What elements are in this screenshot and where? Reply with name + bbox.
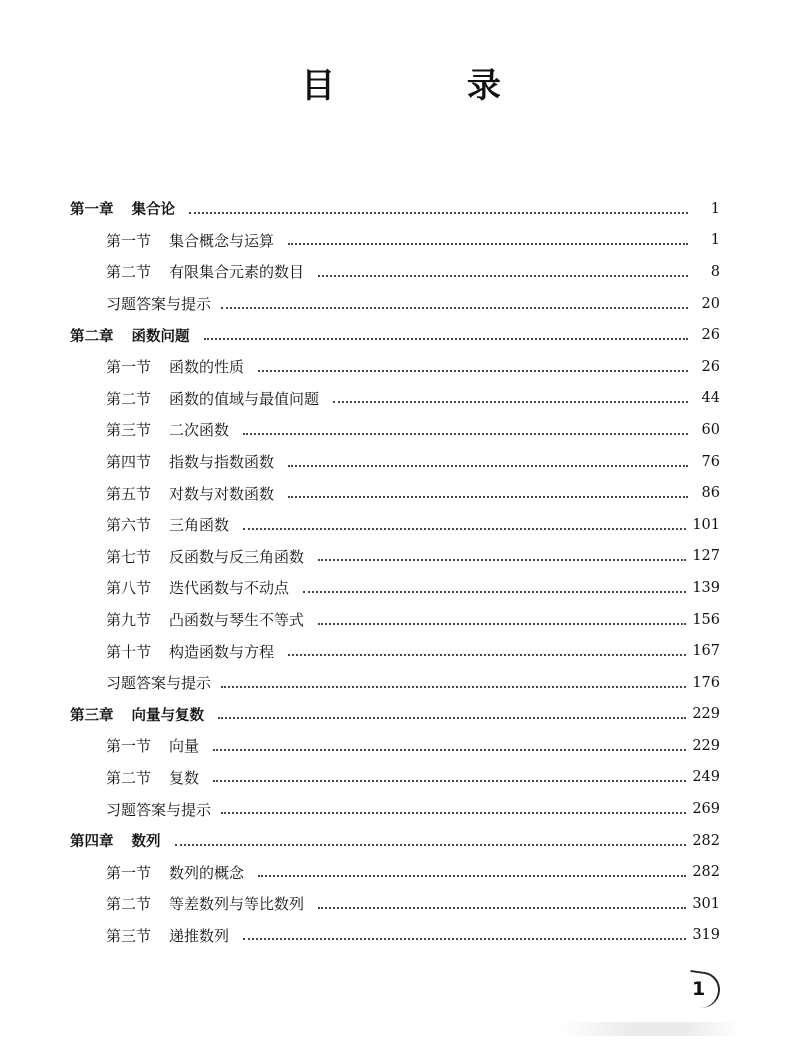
toc-entry-answer bbox=[70, 288, 720, 320]
dot-leader bbox=[213, 778, 686, 782]
toc-entry-number: 第二节 bbox=[106, 768, 152, 787]
toc-entry-page: 269 bbox=[692, 801, 720, 818]
toc-entry-page: 156 bbox=[692, 611, 720, 628]
toc-entry-number: 第七节 bbox=[106, 547, 152, 566]
toc-entry-number: 第二章 bbox=[70, 328, 114, 345]
toc-entry-number: 第二节 bbox=[106, 895, 152, 914]
dot-leader bbox=[318, 273, 688, 277]
toc-entry-label bbox=[106, 293, 211, 314]
toc-entry-page: 44 bbox=[701, 390, 720, 407]
toc-entry-page: 229 bbox=[692, 737, 720, 754]
toc-entry-number: 第五节 bbox=[106, 484, 152, 503]
dot-leader bbox=[318, 905, 686, 909]
toc-entry-title: 递推数列 bbox=[169, 926, 230, 945]
toc-entry-title: 习题答案与提示 bbox=[106, 800, 212, 819]
dot-leader bbox=[243, 526, 686, 530]
toc-entry-title: 向量 bbox=[169, 737, 200, 756]
toc-entry-number: 第一节 bbox=[106, 358, 152, 377]
dot-leader bbox=[175, 842, 687, 846]
toc-entry-title: 习题答案与提示 bbox=[106, 295, 212, 314]
toc-entry-page: 127 bbox=[692, 548, 720, 565]
toc-entry-section bbox=[70, 856, 720, 888]
toc-entry-page: 282 bbox=[692, 864, 720, 881]
dot-leader bbox=[288, 241, 688, 245]
page-title: 目 录 bbox=[301, 66, 561, 106]
toc-entry-title: 指数与指数函数 bbox=[169, 453, 275, 472]
toc-entry-page: 26 bbox=[701, 358, 720, 375]
dot-leader bbox=[318, 621, 686, 625]
toc-entry-label bbox=[70, 325, 190, 346]
dot-leader bbox=[258, 368, 688, 372]
toc-entry-label bbox=[106, 609, 304, 630]
toc-entry-section bbox=[70, 256, 720, 288]
toc-entry-page: 20 bbox=[701, 295, 720, 312]
toc-entry-page: 229 bbox=[692, 706, 720, 723]
toc-entry-number: 第四章 bbox=[70, 834, 114, 851]
toc-entry-title: 复数 bbox=[169, 768, 200, 787]
dot-leader bbox=[258, 873, 686, 877]
dot-leader bbox=[288, 652, 686, 656]
toc-entry-label bbox=[106, 483, 274, 504]
toc-entry-label bbox=[106, 672, 211, 693]
toc-entry-title: 函数的性质 bbox=[169, 358, 245, 377]
toc-entry-answer bbox=[70, 793, 720, 825]
toc-entry-title: 向量与复数 bbox=[131, 707, 204, 724]
toc-entry-label bbox=[106, 514, 229, 535]
toc-entry-section bbox=[70, 477, 720, 509]
page-folio bbox=[682, 970, 722, 1010]
toc-entry-page: 101 bbox=[692, 516, 720, 533]
toc-entry-page: 60 bbox=[701, 421, 720, 438]
folio-number: 1 bbox=[692, 978, 706, 1000]
toc-entry-title: 对数与对数函数 bbox=[169, 484, 275, 503]
toc-entry-section bbox=[70, 762, 720, 794]
dot-leader bbox=[333, 399, 688, 403]
toc-entry-section bbox=[70, 383, 720, 415]
toc-entry-label bbox=[106, 230, 274, 251]
toc-entry-label bbox=[106, 893, 304, 914]
toc-entry-chapter bbox=[70, 319, 720, 351]
toc-entry-title: 集合概念与运算 bbox=[169, 231, 275, 250]
toc-entry-section bbox=[70, 414, 720, 446]
toc-entry-label bbox=[106, 735, 199, 756]
toc-entry-label bbox=[70, 704, 204, 725]
toc-entry-label bbox=[106, 925, 229, 946]
toc-entry-title: 数列 bbox=[131, 834, 161, 851]
toc-entry-label bbox=[70, 830, 161, 851]
dot-leader bbox=[243, 936, 686, 940]
toc-entry-label bbox=[106, 356, 244, 377]
toc-entry-chapter bbox=[70, 699, 720, 731]
toc-entry-page: 8 bbox=[710, 263, 720, 280]
scan-artifact bbox=[560, 1022, 740, 1036]
toc-entry-number: 第三节 bbox=[106, 421, 152, 440]
toc-entry-number: 第一章 bbox=[70, 202, 114, 219]
toc-entry-number: 第九节 bbox=[106, 611, 152, 630]
toc-entry-number: 第八节 bbox=[106, 579, 152, 598]
toc-entry-title: 凸函数与琴生不等式 bbox=[169, 611, 305, 630]
toc-entry-section bbox=[70, 225, 720, 257]
toc-entry-number: 第二节 bbox=[106, 263, 152, 282]
toc-entry-title: 构造函数与方程 bbox=[169, 642, 275, 661]
dot-leader bbox=[288, 494, 688, 498]
toc-entry-label bbox=[106, 546, 304, 567]
toc-entry-section bbox=[70, 888, 720, 920]
toc-entry-number: 第四节 bbox=[106, 453, 152, 472]
toc-entry-title: 三角函数 bbox=[169, 516, 230, 535]
dot-leader bbox=[221, 305, 688, 309]
toc-entry-title: 数列的概念 bbox=[169, 863, 245, 882]
toc-entry-page: 139 bbox=[692, 579, 720, 596]
toc-entry-title: 函数问题 bbox=[131, 328, 190, 345]
toc-entry-section bbox=[70, 604, 720, 636]
toc-entry-label bbox=[106, 451, 274, 472]
toc-entry-title: 习题答案与提示 bbox=[106, 674, 212, 693]
toc-entry-page: 319 bbox=[692, 927, 720, 944]
toc-entry-chapter bbox=[70, 193, 720, 225]
toc-entry-number: 第一节 bbox=[106, 863, 152, 882]
toc-entry-title: 等差数列与等比数列 bbox=[169, 895, 305, 914]
toc-entry-section bbox=[70, 635, 720, 667]
toc-entry-title: 函数的值域与最值问题 bbox=[169, 389, 320, 408]
toc-entry-section bbox=[70, 920, 720, 952]
toc-entry-title: 反函数与反三角函数 bbox=[169, 547, 305, 566]
toc-entry-page: 76 bbox=[701, 453, 720, 470]
toc-entry-number: 第三章 bbox=[70, 707, 114, 724]
toc-entry-label bbox=[106, 261, 304, 282]
table-of-contents bbox=[70, 193, 720, 951]
toc-entry-number: 第一节 bbox=[106, 231, 152, 250]
dot-leader bbox=[221, 810, 686, 814]
toc-entry-label bbox=[106, 577, 289, 598]
toc-entry-number: 第六节 bbox=[106, 516, 152, 535]
dot-leader bbox=[243, 431, 688, 435]
toc-entry-number: 第三节 bbox=[106, 926, 152, 945]
toc-entry-section bbox=[70, 446, 720, 478]
dot-leader bbox=[221, 684, 686, 688]
toc-entry-number: 第一节 bbox=[106, 737, 152, 756]
toc-entry-title: 有限集合元素的数目 bbox=[169, 263, 305, 282]
toc-entry-label bbox=[106, 388, 319, 409]
toc-entry-label bbox=[106, 862, 244, 883]
toc-entry-section bbox=[70, 509, 720, 541]
toc-entry-number: 第二节 bbox=[106, 389, 152, 408]
toc-entry-title: 迭代函数与不动点 bbox=[169, 579, 290, 598]
dot-leader bbox=[213, 747, 686, 751]
dot-leader bbox=[204, 336, 689, 340]
toc-entry-label bbox=[106, 641, 274, 662]
toc-entry-section bbox=[70, 351, 720, 383]
toc-entry-page: 86 bbox=[701, 485, 720, 502]
toc-entry-answer bbox=[70, 667, 720, 699]
toc-entry-page: 167 bbox=[692, 643, 720, 660]
toc-entry-section bbox=[70, 572, 720, 604]
toc-entry-page: 249 bbox=[692, 769, 720, 786]
dot-leader bbox=[303, 589, 686, 593]
toc-entry-page: 301 bbox=[692, 895, 720, 912]
toc-entry-section bbox=[70, 541, 720, 573]
toc-entry-page: 26 bbox=[701, 327, 720, 344]
dot-leader bbox=[189, 210, 688, 214]
toc-entry-page: 1 bbox=[710, 232, 720, 249]
toc-entry-label bbox=[70, 198, 175, 219]
toc-entry-title: 集合论 bbox=[131, 202, 175, 219]
toc-entry-section bbox=[70, 730, 720, 762]
toc-entry-label bbox=[106, 419, 229, 440]
dot-leader bbox=[288, 463, 688, 467]
toc-entry-page: 282 bbox=[692, 832, 720, 849]
toc-entry-page: 176 bbox=[692, 674, 720, 691]
toc-entry-label bbox=[106, 799, 211, 820]
toc-entry-chapter bbox=[70, 825, 720, 857]
toc-entry-title: 二次函数 bbox=[169, 421, 230, 440]
toc-entry-number: 第十节 bbox=[106, 642, 152, 661]
dot-leader bbox=[318, 557, 686, 561]
dot-leader bbox=[218, 715, 686, 719]
toc-entry-label bbox=[106, 767, 199, 788]
toc-entry-page: 1 bbox=[710, 200, 720, 217]
